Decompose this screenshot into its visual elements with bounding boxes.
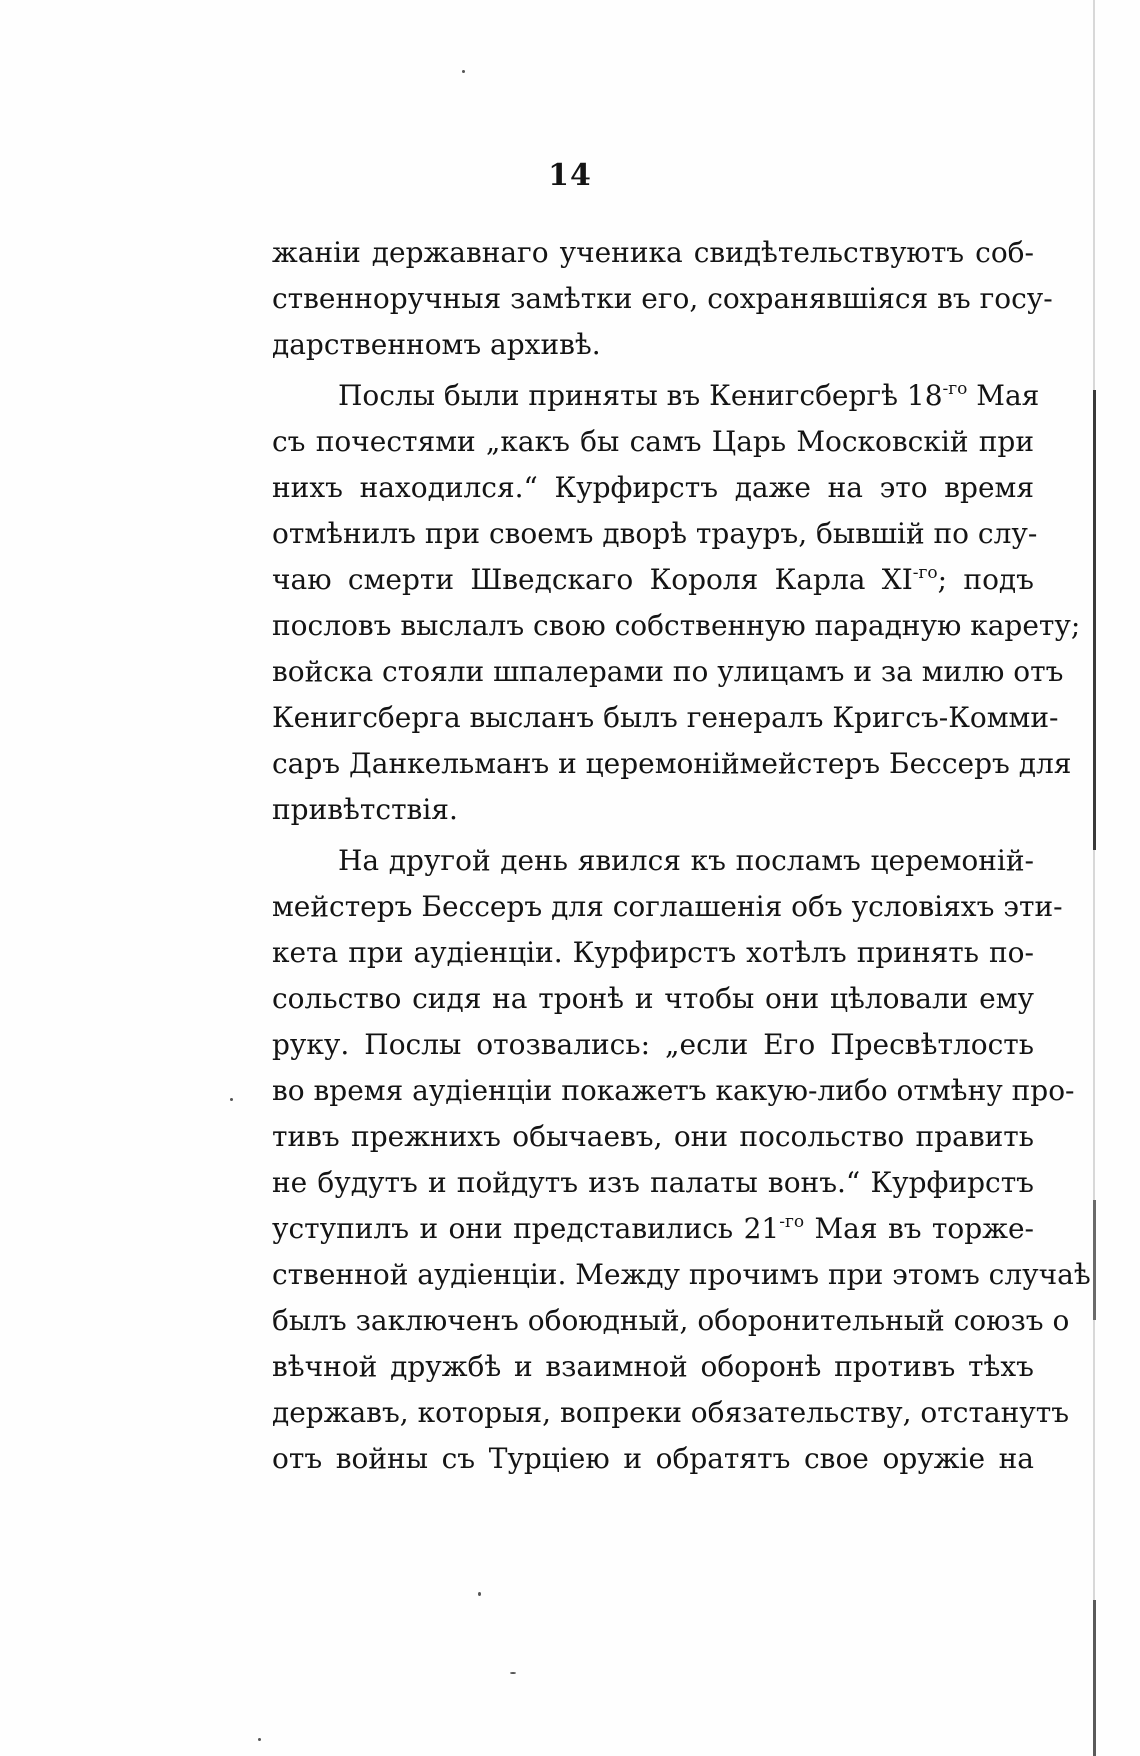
text-line bbox=[272, 1344, 1034, 1390]
text-line bbox=[272, 976, 1034, 1022]
line-text: во время аудiенцiи покажетъ какую-либо отмѣну про- bbox=[272, 1074, 1075, 1107]
page-number: 14 bbox=[548, 158, 592, 193]
line-text: Послы были приняты въ Кенигсбергѣ 18 bbox=[338, 379, 943, 412]
ordinal-superscript: -го bbox=[942, 379, 968, 399]
text-line bbox=[272, 1022, 1034, 1068]
page-edge-shadow bbox=[1093, 0, 1095, 1756]
line-text: съ почестями „какъ бы самъ Царь Московскiй при bbox=[272, 425, 1034, 458]
line-text: вѣчной дружбѣ и взаимной оборонѣ противъ тѣхъ bbox=[272, 1350, 1034, 1383]
line-text: привѣтствiя. bbox=[272, 793, 458, 826]
text-line bbox=[272, 603, 1081, 649]
scan-speck bbox=[230, 1098, 233, 1101]
line-text: уступилъ и они представились 21 bbox=[272, 1212, 780, 1245]
text-line bbox=[272, 322, 1034, 368]
line-text: войска стояли шпалерами по улицамъ и за милю отъ bbox=[272, 655, 1064, 688]
body-text bbox=[272, 230, 1091, 1482]
scan-speck bbox=[258, 1738, 261, 1741]
line-text: державъ, которыя, вопреки обязательству, отстанутъ bbox=[272, 1396, 1070, 1429]
text-line bbox=[272, 695, 1059, 741]
line-text: руку. Послы отозвались: „если Его Пресвѣтлость bbox=[272, 1028, 1034, 1061]
line-text-continued: Мая въ торже- bbox=[804, 1212, 1034, 1245]
line-text: нихъ находился.“ Курфирстъ даже на это время bbox=[272, 471, 1034, 504]
text-line bbox=[272, 741, 1072, 787]
line-text: дарственномъ архивѣ. bbox=[272, 328, 601, 361]
text-line bbox=[272, 419, 1034, 465]
text-line bbox=[272, 465, 1034, 511]
text-line bbox=[272, 557, 1034, 603]
line-text: чаю смерти Шведскаго Короля Карла XI bbox=[272, 563, 913, 596]
line-text: жанiи державнаго ученика свидѣтельствуютъ соб- bbox=[272, 236, 1034, 269]
line-text: пословъ выслалъ свою собственную парадную карету; bbox=[272, 609, 1081, 642]
line-text: кета при аудiенцiи. Курфирстъ хотѣлъ принять по- bbox=[272, 936, 1034, 969]
scan-speck bbox=[510, 1672, 516, 1674]
text-line bbox=[272, 1114, 1034, 1160]
text-line bbox=[272, 230, 1034, 276]
text-line bbox=[272, 276, 1053, 322]
text-line bbox=[272, 1068, 1075, 1114]
paragraph bbox=[272, 838, 1091, 1482]
binding-mark bbox=[1093, 390, 1096, 850]
text-line bbox=[272, 930, 1034, 976]
text-line bbox=[272, 838, 1034, 884]
text-line bbox=[272, 1160, 1034, 1206]
line-text-continued: ; подъ bbox=[937, 563, 1034, 596]
line-text: отъ войны съ Турцiею и обратятъ свое оружiе на bbox=[272, 1442, 1034, 1475]
text-line bbox=[272, 1252, 1091, 1298]
line-text: саръ Данкельманъ и церемонiймейстеръ Бессеръ для bbox=[272, 747, 1072, 780]
binding-mark bbox=[1093, 1600, 1096, 1756]
line-text-continued: Мая bbox=[967, 379, 1040, 412]
text-line bbox=[272, 1390, 1070, 1436]
text-line bbox=[272, 1298, 1070, 1344]
line-text: ственноручныя замѣтки его, сохранявшiяся въ госу- bbox=[272, 282, 1053, 315]
line-text: Кенигсберга высланъ былъ генералъ Кригсъ-Комми- bbox=[272, 701, 1059, 734]
text-line bbox=[272, 373, 1040, 419]
line-text: ственной аудiенцiи. Между прочимъ при этомъ случаѣ bbox=[272, 1258, 1091, 1291]
line-text: былъ заключенъ обоюдный, оборонительный союзъ о bbox=[272, 1304, 1070, 1337]
line-text: сольство сидя на тронѣ и чтобы они цѣловали ему bbox=[272, 982, 1034, 1015]
ordinal-superscript: -го bbox=[912, 563, 938, 583]
scan-speck bbox=[478, 1592, 481, 1596]
line-text: мейстеръ Бессеръ для соглашенiя объ условiяхъ эти- bbox=[272, 890, 1063, 923]
text-line bbox=[272, 787, 1034, 833]
ordinal-superscript: -го bbox=[779, 1212, 805, 1232]
scan-speck bbox=[462, 70, 465, 73]
line-text: На другой день явился къ посламъ церемонiй- bbox=[338, 844, 1034, 877]
paragraph bbox=[272, 373, 1081, 833]
paragraph bbox=[272, 230, 1053, 368]
text-line bbox=[272, 1436, 1034, 1482]
text-line bbox=[272, 1206, 1034, 1252]
line-text: отмѣнилъ при своемъ дворѣ трауръ, бывшiй по слу- bbox=[272, 517, 1038, 550]
binding-mark bbox=[1093, 1200, 1096, 1320]
line-text: не будутъ и пойдутъ изъ палаты вонъ.“ Курфирстъ bbox=[272, 1166, 1034, 1199]
text-line bbox=[272, 511, 1038, 557]
text-line bbox=[272, 884, 1063, 930]
line-text: тивъ прежнихъ обычаевъ, они посольство править bbox=[272, 1120, 1034, 1153]
text-line bbox=[272, 649, 1064, 695]
